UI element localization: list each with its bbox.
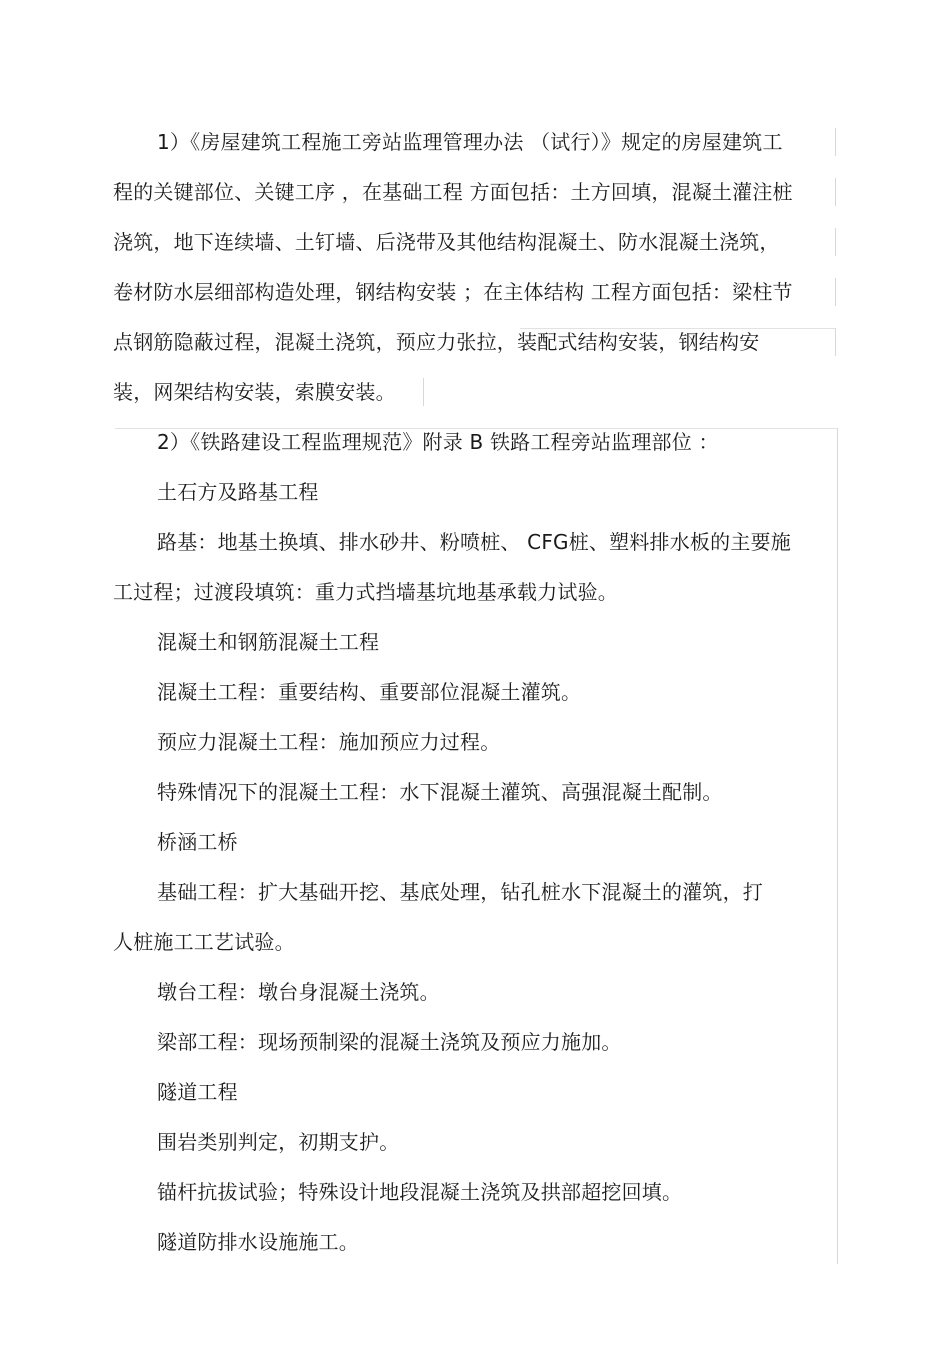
para2-line-1: 2）《铁路建设工程监理规范》附录 B 铁路工程旁站监理部位 ： — [157, 430, 719, 454]
para1-line-3: 浇筑，地下连续墙、土钉墙、后浇带及其他结构混凝土、防水混凝土浇筑， — [113, 230, 780, 254]
para2-line-8: 特殊情况下的混凝土工程：水下混凝土灌筑、高强混凝土配制。 — [157, 780, 723, 804]
scan-rule-right-5 — [835, 328, 836, 356]
para2-line-6: 混凝土工程：重要结构、重要部位混凝土灌筑。 — [157, 680, 582, 704]
para2-line-16: 锚杆抗拔试验；特殊设计地段混凝土浇筑及拱部超挖回填。 — [157, 1180, 683, 1204]
para2-line-4: 工过程；过渡段填筑：重力式挡墙基坑地基承载力试验。 — [113, 580, 618, 604]
scan-rule-right-2 — [835, 178, 836, 206]
para2-line-17: 隧道防排水设施施工。 — [157, 1230, 359, 1254]
para2-line-11: 人桩施工工艺试验。 — [113, 930, 295, 954]
para1-line-4: 卷材防水层细部构造处理，钢结构安装 ；在主体结构 工程方面包括：梁柱节 — [113, 280, 793, 304]
scan-rule-right-4 — [835, 278, 836, 306]
para2-line-15: 围岩类别判定，初期支护。 — [157, 1130, 400, 1154]
para1-line-5: 点钢筋隐蔽过程，混凝土浇筑，预应力张拉，装配式结构安装，钢结构安 — [113, 330, 760, 354]
para2-line-7: 预应力混凝土工程：施加预应力过程。 — [157, 730, 501, 754]
scan-rule-right-long — [837, 428, 838, 1264]
para1-line-1: 1）《房屋建筑工程施工旁站监理管理办法 （试行）》规定的房屋建筑工 — [157, 130, 783, 154]
scan-rule-right-3 — [835, 228, 836, 256]
para2-line-13: 梁部工程：现场预制梁的混凝土浇筑及预应力施加。 — [157, 1030, 622, 1054]
para2-line-14: 隧道工程 — [157, 1080, 238, 1104]
scan-rule-right-6 — [423, 378, 424, 406]
scan-rule-right-1 — [835, 128, 836, 156]
para2-line-3: 路基：地基土换填、排水砂井、粉喷桩、 CFG桩、塑料排水板的主要施 — [157, 530, 791, 554]
para2-line-12: 墩台工程：墩台身混凝土浇筑。 — [157, 980, 440, 1004]
para2-line-10: 基础工程：扩大基础开挖、基底处理，钻孔桩水下混凝土的灌筑，打 — [157, 880, 763, 904]
para2-line-2: 土石方及路基工程 — [157, 480, 319, 504]
para1-line-6: 装，网架结构安装，索膜安装。 — [113, 380, 396, 404]
para1-line-2: 程的关键部位、关键工序 ，在基础工程 方面包括：土方回填，混凝土灌注桩 — [113, 180, 793, 204]
para2-line-5: 混凝土和钢筋混凝土工程 — [157, 630, 380, 654]
para2-line-9: 桥涵工桥 — [157, 830, 238, 854]
